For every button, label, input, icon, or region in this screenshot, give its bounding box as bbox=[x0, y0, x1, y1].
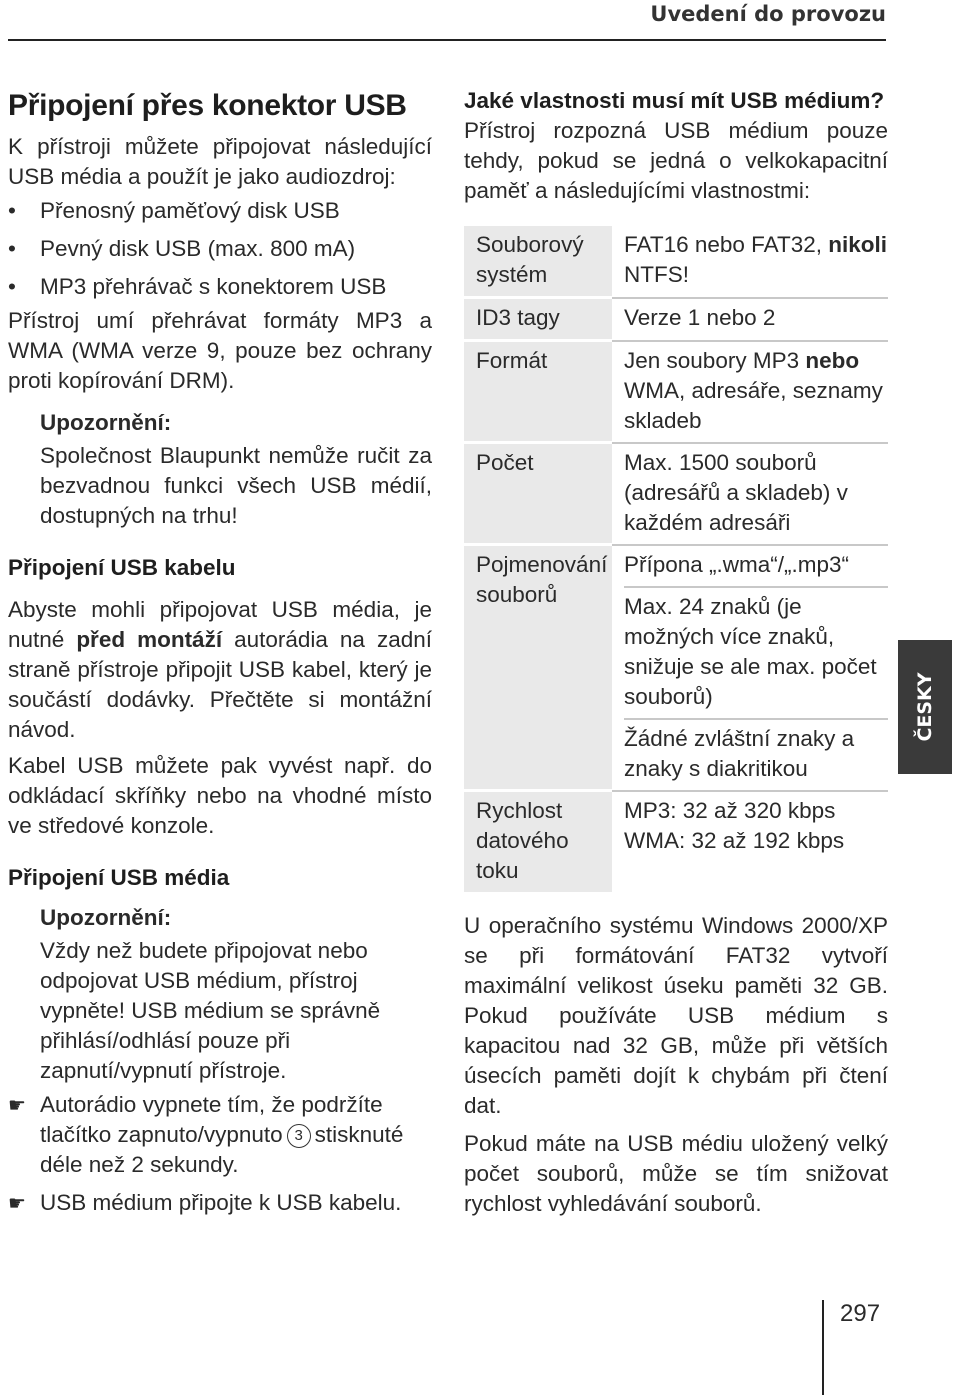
table-row bbox=[464, 791, 888, 894]
media-list bbox=[8, 192, 432, 306]
header-rule bbox=[8, 39, 886, 41]
list-item: • Pevný disk USB (max. 800 mA) bbox=[8, 230, 432, 268]
requirements-intro: Přístroj rozpozná USB médium pouze tehdy, pokud se jedná o velkokapacitní paměť a následujícími vlastnostmi: bbox=[464, 118, 888, 203]
note-label: Upozornění: bbox=[40, 410, 172, 435]
table-value: Jen soubory MP3 nebo WMA, adresáře, seznamy skladeb bbox=[612, 341, 888, 443]
table-row bbox=[464, 226, 888, 298]
pointing-hand-icon: ☛ bbox=[8, 1191, 26, 1215]
subheading-cable: Připojení USB kabelu bbox=[8, 555, 236, 580]
list-item: • Přenosný paměťový disk USB bbox=[8, 192, 432, 230]
search-speed-paragraph: Pokud máte na USB médiu uložený velký počet souborů, může se tím snižovat rychlost vyhledávání souborů. bbox=[464, 1131, 888, 1216]
subheading-requirements: Jaké vlastnosti musí mít USB médium? bbox=[464, 88, 885, 113]
language-tab bbox=[898, 640, 952, 774]
table-key: Souborový systém bbox=[464, 226, 612, 298]
table-value: MP3: 32 až 320 kbps WMA: 32 až 192 kbps bbox=[624, 797, 845, 853]
formats-paragraph: Přístroj umí přehrávat formáty MP3 a WMA (WMA verze 9, pouze bez ochrany proti kopírování DRM). bbox=[8, 308, 432, 393]
pointing-hand-icon: ☛ bbox=[8, 1093, 26, 1117]
note-label: Upozornění: bbox=[40, 905, 172, 930]
step-connect: ☛ USB médium připojte k USB kabelu. bbox=[8, 1188, 432, 1218]
table-row bbox=[464, 545, 888, 791]
table-key: Rychlost datového toku bbox=[464, 791, 612, 894]
table-value: Verze 1 nebo 2 bbox=[612, 298, 888, 341]
note-warranty bbox=[8, 408, 432, 531]
cable-paragraph-2: Kabel USB můžete pak vyvést např. do odkládací skříňky nebo na vhodné místo ve středové konzole. bbox=[8, 753, 432, 838]
intro-paragraph: K přístroji můžete připojovat následující USB média a použít je jako audiozdroj: bbox=[8, 134, 432, 189]
table-row bbox=[464, 298, 888, 341]
table-row bbox=[464, 443, 888, 545]
subheading-media: Připojení USB média bbox=[8, 865, 230, 890]
section-heading-usb: Připojení přes konektor USB bbox=[8, 89, 407, 122]
note-text: Vždy než budete připojovat nebo odpojovat USB médium, přístroj vypněte! USB médium se správně přihlásí/odhlásí pouze při zapnutí/vypnutí přístroje. bbox=[40, 938, 381, 1083]
left-column bbox=[8, 86, 432, 1218]
table-key: Počet bbox=[464, 443, 612, 545]
list-item: • MP3 přehrávač s konektorem USB bbox=[8, 268, 432, 306]
step-power-off: ☛ Autorádio vypnete tím, že podržíte tlačítko zapnuto/vypnuto 3 stisknuté déle než 2 sekundy. bbox=[8, 1092, 404, 1177]
page-number-rule bbox=[822, 1300, 824, 1395]
note-text: Společnost Blaupunkt nemůže ručit za bezvadnou funkci všech USB médií, dostupných na trhu! bbox=[40, 443, 432, 528]
table-value: Max. 1500 souborů (adresářů a skladeb) v každém adresáři bbox=[612, 443, 888, 545]
header-title: Uvedení do provozu bbox=[650, 2, 886, 26]
table-row bbox=[464, 341, 888, 443]
note-power bbox=[8, 903, 432, 1086]
cable-paragraph-1: Abyste mohli připojovat USB média, je nutné před montáží autorádia na zadní straně přístroje připojit USB kabel, který je součástí dodávky. Přečtěte si montážní návod. bbox=[8, 597, 432, 742]
table-key: ID3 tagy bbox=[464, 298, 612, 341]
table-key: Pojmenování souborů bbox=[464, 545, 612, 791]
page-number: 297 bbox=[840, 1300, 881, 1327]
button-number-badge: 3 bbox=[287, 1124, 311, 1148]
properties-table bbox=[464, 226, 888, 895]
table-value: Přípona „.wma“/„.mp3“ Max. 24 znaků (je možných více znaků, snižuje se ale max. počet souborů) Žádné zvláštní znaky a znaky s diakritikou bbox=[612, 545, 888, 791]
right-column bbox=[464, 86, 888, 1219]
language-tab-label: ČESKY bbox=[914, 672, 936, 742]
table-value: FAT16 nebo FAT32, nikoli NTFS! bbox=[612, 226, 888, 298]
fat32-paragraph: U operačního systému Windows 2000/XP se při formátování FAT32 vytvoří maximální velikost úseku paměti 32 GB. Pokud používáte USB médium s kapacitou nad 32 GB, může při větších úsecích paměti dojít k chybám při čtení dat. bbox=[464, 913, 888, 1118]
table-key: Formát bbox=[464, 341, 612, 443]
